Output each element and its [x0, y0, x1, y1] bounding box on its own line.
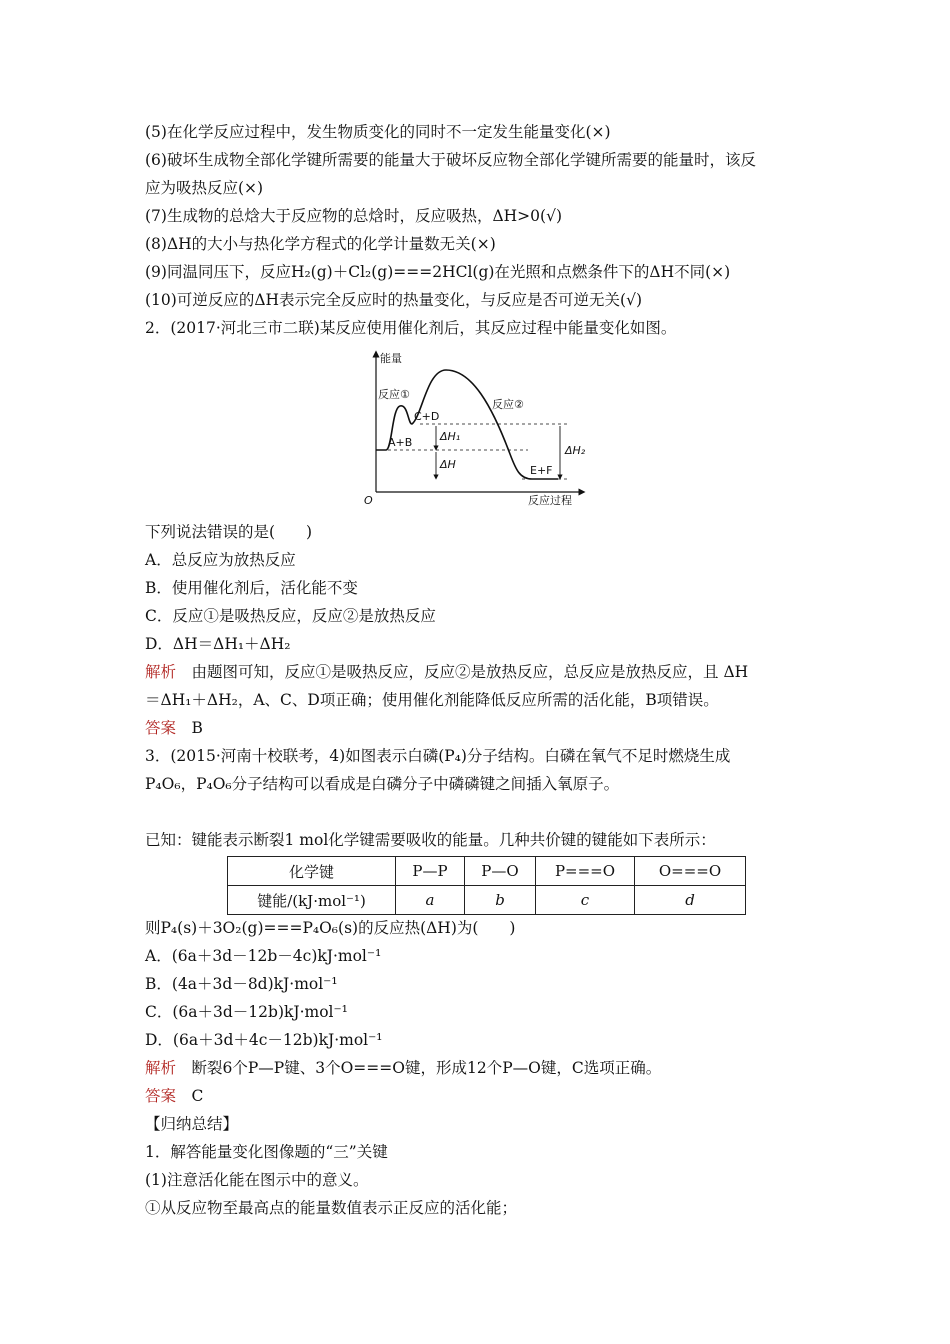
y-axis-label: 能量	[380, 352, 402, 365]
analysis-2: 解析 由题图可知，反应①是吸热反应，反应②是放热反应，总反应是放热反应，且 ΔH	[145, 663, 749, 681]
answer-2: 答案 B	[145, 719, 203, 737]
item-10: (10)可逆反应的ΔH表示完全反应时的热量变化，与反应是否可逆无关(√)	[145, 291, 643, 309]
answer-3: 答案 C	[145, 1087, 204, 1105]
analysis-2-cont: ＝ΔH₁＋ΔH₂，A、C、D项正确；使用催化剂能降低反应所需的活化能，B项错误。	[145, 691, 719, 709]
table-header: 化学键	[228, 857, 396, 886]
item-9: (9)同温同压下，反应H₂(g)＋Cl₂(g)===2HCl(g)在光照和点燃条件下的ΔH不同(×)	[145, 263, 731, 281]
question-2-stem: 下列说法错误的是( )	[145, 523, 313, 541]
table-row	[228, 886, 746, 915]
dh2-label: ΔH₂	[565, 444, 586, 457]
table-header: P—P	[396, 857, 465, 886]
item-5: (5)在化学反应过程中，发生物质变化的同时不一定发生能量变化(×)	[145, 123, 611, 141]
summary-heading: 【归纳总结】	[145, 1115, 239, 1133]
item-7: (7)生成物的总焓大于反应物的总焓时，反应吸热，ΔH>0(√)	[145, 207, 562, 225]
analysis-tag: 解析	[145, 663, 177, 681]
option-d: D．(6a＋3d＋4c－12b)kJ·mol⁻¹	[145, 1031, 383, 1049]
ef-label: E+F	[530, 464, 553, 477]
summary-point-1: 1．解答能量变化图像题的“三”关键	[145, 1143, 388, 1161]
ab-label: A+B	[388, 436, 413, 449]
cd-label: C+D	[414, 410, 440, 423]
question-3: 3．(2015·河南十校联考，4)如图表示白磷(P₄)分子结构。白磷在氧气不足时燃烧生成	[145, 747, 731, 765]
table-header: P===O	[536, 857, 635, 886]
dh-label: ΔH	[440, 458, 456, 471]
table-header: P—O	[465, 857, 536, 886]
item-6: (6)破坏生成物全部化学键所需要的能量大于破坏反应物全部化学键所需要的能量时，该反	[145, 151, 756, 169]
reaction2-label: 反应②	[492, 398, 524, 411]
energy-diagram	[362, 346, 588, 516]
answer-tag: 答案	[145, 1087, 177, 1105]
reaction1-label: 反应①	[378, 388, 410, 401]
option-a: A．(6a＋3d－12b－4c)kJ·mol⁻¹	[145, 947, 382, 965]
option-b: B．使用催化剂后，活化能不变	[145, 579, 358, 597]
option-c: C．(6a＋3d－12b)kJ·mol⁻¹	[145, 1003, 348, 1021]
x-axis-label: 反应过程	[528, 494, 572, 507]
table-header: O===O	[635, 857, 746, 886]
bond-energy-table	[227, 856, 746, 915]
summary-detail-1: ①从反应物至最高点的能量数值表示正反应的活化能；	[145, 1199, 518, 1217]
question-3-cont: P₄O₆，P₄O₆分子结构可以看成是白磷分子中磷磷键之间插入氧原子。	[145, 775, 620, 793]
item-8: (8)ΔH的大小与热化学方程式的化学计量数无关(×)	[145, 235, 496, 253]
dh1-label: ΔH₁	[440, 430, 461, 443]
energy-curve	[376, 370, 558, 479]
option-a: A．总反应为放热反应	[145, 551, 296, 569]
table-cell: 键能/(kJ·mol⁻¹)	[228, 886, 396, 915]
table-cell: c	[536, 886, 635, 915]
table-cell: b	[465, 886, 536, 915]
question-3-stem: 则P₄(s)＋3O₂(g)===P₄O₆(s)的反应热(ΔH)为( )	[145, 919, 516, 937]
option-b: B．(4a＋3d－8d)kJ·mol⁻¹	[145, 975, 338, 993]
item-6-cont: 应为吸热反应(×)	[145, 179, 264, 197]
table-cell: d	[635, 886, 746, 915]
analysis-3: 解析 断裂6个P—P键、3个O===O键，形成12个P—O键，C选项正确。	[145, 1059, 662, 1077]
answer-tag: 答案	[145, 719, 177, 737]
question-2: 2．(2017·河北三市二联)某反应使用催化剂后，其反应过程中能量变化如图。	[145, 319, 677, 337]
analysis-tag: 解析	[145, 1059, 177, 1077]
bond-energy-intro: 已知：键能表示断裂1 mol化学键需要吸收的能量。几种共价键的键能如下表所示：	[145, 831, 716, 849]
table-header-row	[228, 857, 746, 886]
origin-label: O	[364, 494, 373, 507]
option-d: D．ΔH＝ΔH₁＋ΔH₂	[145, 635, 291, 653]
option-c: C．反应①是吸热反应，反应②是放热反应	[145, 607, 436, 625]
table-cell: a	[396, 886, 465, 915]
summary-subpoint-1: (1)注意活化能在图示中的意义。	[145, 1171, 369, 1189]
